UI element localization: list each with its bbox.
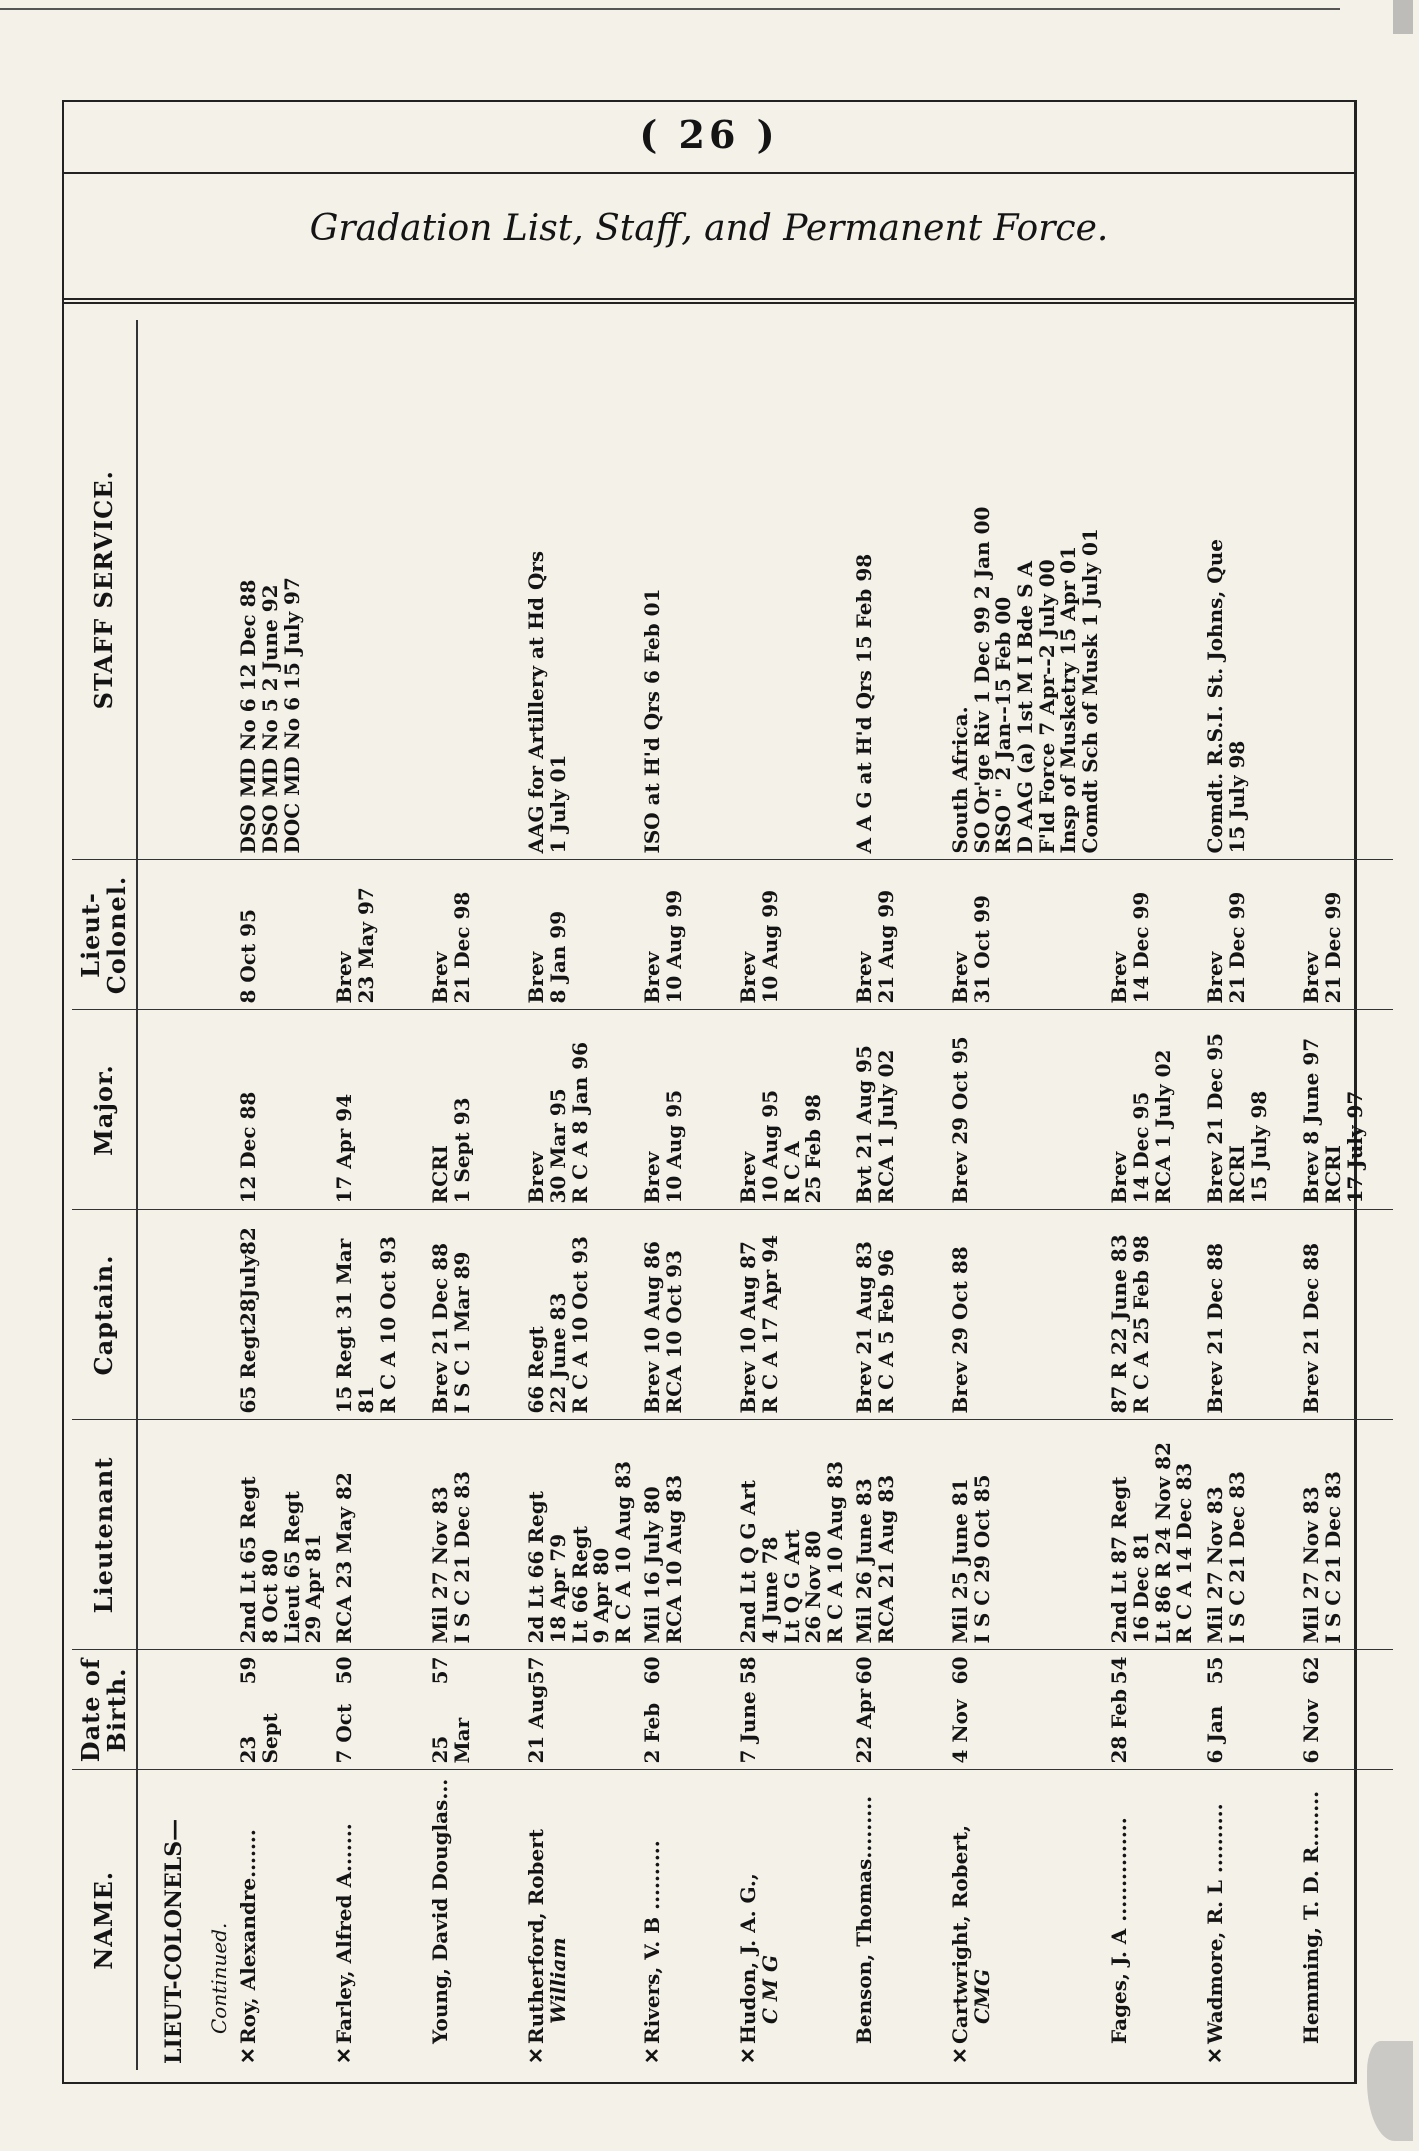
staff-service-cell [426,320,522,860]
staff-service-cell: Comdt. R.S.I. St. Johns, Que 15 July 98 [1201,320,1297,860]
birth-cell [522,1650,638,1770]
name-cell [1201,1770,1297,2070]
captain-cell: 66 Regt 22 June 83 R C A 10 Oct 93 [522,1210,638,1420]
name-cell [522,1770,638,2070]
birth-year: 60 [640,1656,665,1685]
birth-year: 60 [948,1656,973,1685]
major-cell: Bvt 21 Aug 95 RCA 1 July 02 [850,1010,946,1210]
group-cell [137,1770,235,2070]
officer-name: Fages, J. A ............... [1107,1817,1132,2044]
staff-service-cell: ISO at H'd Qrs 6 Feb 01 [638,320,734,860]
officer-name: Farley, Alfred A....... [332,1823,357,2044]
staff-service-cell [1297,320,1393,860]
lieut-colonel-cell: Brev 21 Dec 98 [426,860,522,1010]
captain-cell: Brev 10 Aug 86 RCA 10 Oct 93 [638,1210,734,1420]
birth-date: 2 Feb [640,1702,665,1764]
name-cell [946,1770,1105,2070]
header-major: Major. [72,1010,137,1210]
staff-service-cell: AAG for Artillery at Hd Qrs 1 July 01 [522,320,638,860]
name-cell [638,1770,734,2070]
lieutenant-cell: 2nd Lt 87 Regt 16 Dec 81 Lt 86 R 24 Nov 82 R C A 14 Dec 83 [1105,1420,1201,1650]
birth-year: 57 [524,1656,549,1685]
officer-name: Rutherford, Robert [524,1828,549,2044]
birth-date: 21 Aug [524,1684,549,1764]
officer-name: Benson, Thomas......... [852,1795,877,2044]
group-row [137,320,235,2070]
captain-cell: 15 Regt 31 Mar 81 R C A 10 Oct 93 [330,1210,426,1420]
lieutenant-cell: 2d Lt 66 Regt 18 Apr 79 Lt 66 Regt 9 Apr 80 R C A 10 Aug 83 [522,1420,638,1650]
major-cell: Brev 10 Aug 95 [638,1010,734,1210]
lieut-colonel-cell: Brev 31 Oct 99 [946,860,1105,1010]
staff-service-cell: South Africa. SO Or'ge Riv 1 Dec 99 2 Jan 00 RSO " 2 Jan--15 Feb 00 D AAG (a) 1st M I Bde S A F'ld Force 7 Apr--2 July 00 Insp of Musketry 15 Apr 01 Comdt Sch of Musk 1 July 01 [946,320,1105,860]
lieut-colonel-cell: Brev 21 Aug 99 [850,860,946,1010]
birth-date: 23 Sept [236,1713,282,1764]
header-captain: Captain. [72,1210,137,1420]
officer-name-sub: CMG [969,1968,994,2024]
lieut-colonel-cell: Brev 14 Dec 99 [1105,860,1201,1010]
birth-date: 7 June [736,1691,761,1764]
rule-double [64,298,1354,304]
birth-year: 54 [1107,1656,1132,1685]
major-cell: Brev 8 June 97 RCRI 17 July 97 [1297,1010,1393,1210]
captain-cell: 65 Regt28July82 [234,1210,330,1420]
rule [64,172,1354,174]
officer-name: Hemming, T. D. R........ [1299,1790,1324,2044]
table-row [1297,320,1393,2070]
table-row [946,320,1105,2070]
name-cell [330,1770,426,2070]
header-lieutenant: Lieutenant [72,1420,137,1650]
name-cell [1105,1770,1201,2070]
name-cell [850,1770,946,2070]
birth-date: 28 Feb [1107,1688,1132,1764]
scan-artifact [1393,0,1413,34]
officer-name-sub: C M G [757,1954,782,2024]
officer-name-sub: William [545,1937,570,2024]
name-cell [234,1770,330,2070]
officer-name: Roy, Alexandre....... [236,1829,261,2044]
lieut-colonel-cell: 8 Oct 95 [234,860,330,1010]
staff-service-cell [330,320,426,860]
birth-cell [426,1650,522,1770]
page-frame [62,100,1367,2084]
birth-cell [946,1650,1105,1770]
lieutenant-cell: Mil 27 Nov 83 I S C 21 Dec 83 [426,1420,522,1650]
page-number: ( 26 ) [639,112,779,157]
mark-glyph: ✕ [948,2047,973,2064]
name-cell [426,1770,522,2070]
officer-name: Hudon, J. A. G., [736,1873,761,2044]
birth-year: 55 [1203,1656,1228,1685]
staff-service-cell: DSO MD No 6 12 Dec 88 DSO MD No 5 2 June 92 DOC MD No 6 15 July 97 [234,320,330,860]
group-heading: LIEUT-COLONELS— [161,1818,188,2064]
name-cell [1297,1770,1393,2070]
birth-cell [638,1650,734,1770]
birth-date: 6 Nov [1299,1699,1324,1764]
birth-year: 60 [852,1656,877,1685]
birth-cell [850,1650,946,1770]
captain-cell: Brev 21 Dec 88 I S C 1 Mar 89 [426,1210,522,1420]
header-staff-service: STAFF SERVICE. [72,320,137,860]
major-cell: Brev 29 Oct 95 [946,1010,1105,1210]
lieutenant-cell: Mil 26 June 83 RCA 21 Aug 83 [850,1420,946,1650]
header-name: NAME. [72,1770,137,2070]
table-row [1201,320,1297,2070]
lieut-colonel-cell: Brev 10 Aug 99 [638,860,734,1010]
captain-cell: 87 R 22 June 83 R C A 25 Feb 98 [1105,1210,1201,1420]
major-cell: Brev 14 Dec 95 RCA 1 July 02 [1105,1010,1201,1210]
major-cell: Brev 30 Mar 95 R C A 8 Jan 96 [522,1010,638,1210]
major-cell: Brev 10 Aug 95 R C A 25 Feb 98 [734,1010,850,1210]
major-cell: Brev 21 Dec 95 RCRI 15 July 98 [1201,1010,1297,1210]
captain-cell: Brev 21 Dec 88 [1201,1210,1297,1420]
birth-year: 58 [736,1656,761,1685]
lieutenant-cell: 2nd Lt 65 Regt 8 Oct 80 Lieut 65 Regt 29 Apr 81 [234,1420,330,1650]
birth-year: 57 [428,1656,453,1685]
table-row [426,320,522,2070]
captain-cell: Brev 29 Oct 88 [946,1210,1105,1420]
birth-year: 59 [236,1656,261,1685]
birth-cell [1105,1650,1201,1770]
lieutenant-cell: Mil 27 Nov 83 I S C 21 Dec 83 [1297,1420,1393,1650]
table-row [734,320,850,2070]
mark-glyph: ✕ [332,2047,357,2064]
birth-year: 50 [332,1656,357,1685]
birth-cell [734,1650,850,1770]
name-cell [734,1770,850,2070]
page-title: Gradation List, Staff, and Permanent Force. [309,208,1109,249]
lieut-colonel-cell: Brev 23 May 97 [330,860,426,1010]
officer-name: Cartwright, Robert, [948,1824,973,2044]
major-cell: 17 Apr 94 [330,1010,426,1210]
header-lieut-colonel: Lieut-Colonel. [72,860,137,1010]
officer-name: Young, David Douglas... [428,1778,453,2044]
lieutenant-cell: Mil 25 June 81 I S C 29 Oct 85 [946,1420,1105,1650]
group-continued: Continued. [206,1922,231,2034]
table-holder [72,320,1367,2070]
major-cell: 12 Dec 88 [234,1010,330,1210]
table-row [234,320,330,2070]
gradation-table [72,320,1393,2070]
birth-date: 25 Mar [428,1717,474,1764]
rotated-table [72,320,1367,2070]
officer-name: Wadmore, R. L .......... [1203,1803,1228,2044]
table-row [330,320,426,2070]
header-birth: Date of Birth. [72,1650,137,1770]
mark-glyph: ✕ [236,2047,261,2064]
staff-service-cell [734,320,850,860]
officer-name: Rivers, V. B .......... [640,1840,665,2044]
birth-year: 62 [1299,1656,1324,1685]
table-row [522,320,638,2070]
major-cell: RCRI 1 Sept 93 [426,1010,522,1210]
birth-date: 4 Nov [948,1699,973,1764]
birth-cell [1201,1650,1297,1770]
lieutenant-cell: RCA 23 May 82 [330,1420,426,1650]
mark-glyph: ✕ [736,2047,761,2064]
birth-date: 22 Apr [852,1688,877,1764]
lieut-colonel-cell: Brev 21 Dec 99 [1297,860,1393,1010]
birth-cell [234,1650,330,1770]
lieutenant-cell: 2nd Lt Q G Art 4 June 78 Lt Q G Art 26 Nov 80 R C A 10 Aug 83 [734,1420,850,1650]
lieutenant-cell: Mil 16 July 80 RCA 10 Aug 83 [638,1420,734,1650]
captain-cell: Brev 21 Dec 88 [1297,1210,1393,1420]
birth-date: 7 Oct [332,1703,357,1764]
mark-glyph: ✕ [640,2047,665,2064]
header-row [72,320,137,2070]
lieut-colonel-cell: Brev 8 Jan 99 [522,860,638,1010]
mark-glyph: ✕ [1203,2047,1228,2064]
captain-cell: Brev 21 Aug 83 R C A 5 Feb 96 [850,1210,946,1420]
table-row [850,320,946,2070]
scan-edge-line [0,8,1340,10]
staff-service-cell [1105,320,1201,860]
table-row [638,320,734,2070]
staff-service-cell: A A G at H'd Qrs 15 Feb 98 [850,320,946,860]
captain-cell: Brev 10 Aug 87 R C A 17 Apr 94 [734,1210,850,1420]
lieutenant-cell: Mil 27 Nov 83 I S C 21 Dec 83 [1201,1420,1297,1650]
mark-glyph: ✕ [524,2047,549,2064]
table-row [1105,320,1201,2070]
birth-cell [1297,1650,1393,1770]
birth-cell [330,1650,426,1770]
lieut-colonel-cell: Brev 10 Aug 99 [734,860,850,1010]
lieut-colonel-cell: Brev 21 Dec 99 [1201,860,1297,1010]
birth-date: 6 Jan [1203,1705,1228,1764]
